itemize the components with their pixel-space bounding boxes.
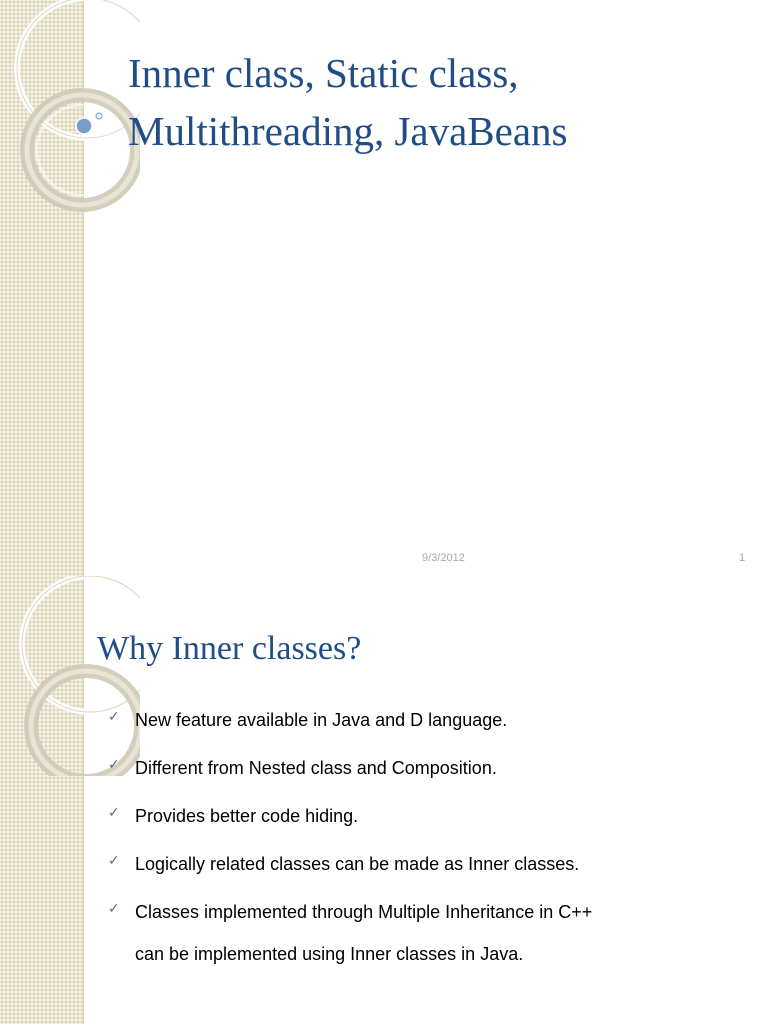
bullet-text: Different from Nested class and Composition. bbox=[135, 758, 497, 778]
list-item bbox=[108, 900, 592, 966]
list-item bbox=[108, 708, 592, 732]
title-line-2: Multithreading, JavaBeans bbox=[128, 108, 568, 154]
bullet-continuation: can be implemented using Inner classes in Java. bbox=[135, 944, 524, 964]
bullet-text: Provides better code hiding. bbox=[135, 806, 359, 826]
slide-title: Why Inner classes? bbox=[97, 630, 362, 667]
slide-title bbox=[128, 44, 748, 160]
list-item bbox=[108, 804, 592, 828]
bullet-text: Classes implemented through Multiple Inheritance in C++ bbox=[135, 902, 593, 922]
content-slide bbox=[0, 576, 768, 1024]
title-line-1: Inner class, Static class, bbox=[128, 50, 519, 96]
slide-number: 1 bbox=[739, 552, 746, 564]
checkmark-icon: ✓ bbox=[108, 709, 120, 725]
checkmark-icon: ✓ bbox=[108, 901, 120, 917]
slide-date: 9/3/2012 bbox=[422, 552, 465, 564]
list-item bbox=[108, 852, 592, 876]
checkmark-icon: ✓ bbox=[108, 757, 120, 773]
bullet-text: Logically related classes can be made as Inner classes. bbox=[135, 854, 580, 874]
checkmark-icon: ✓ bbox=[108, 805, 120, 821]
list-item bbox=[108, 756, 592, 780]
checkmark-icon: ✓ bbox=[108, 853, 120, 869]
ring-ornament-icon bbox=[0, 0, 140, 260]
bullet-list bbox=[108, 708, 592, 966]
bullet-text: New feature available in Java and D language. bbox=[135, 710, 508, 730]
